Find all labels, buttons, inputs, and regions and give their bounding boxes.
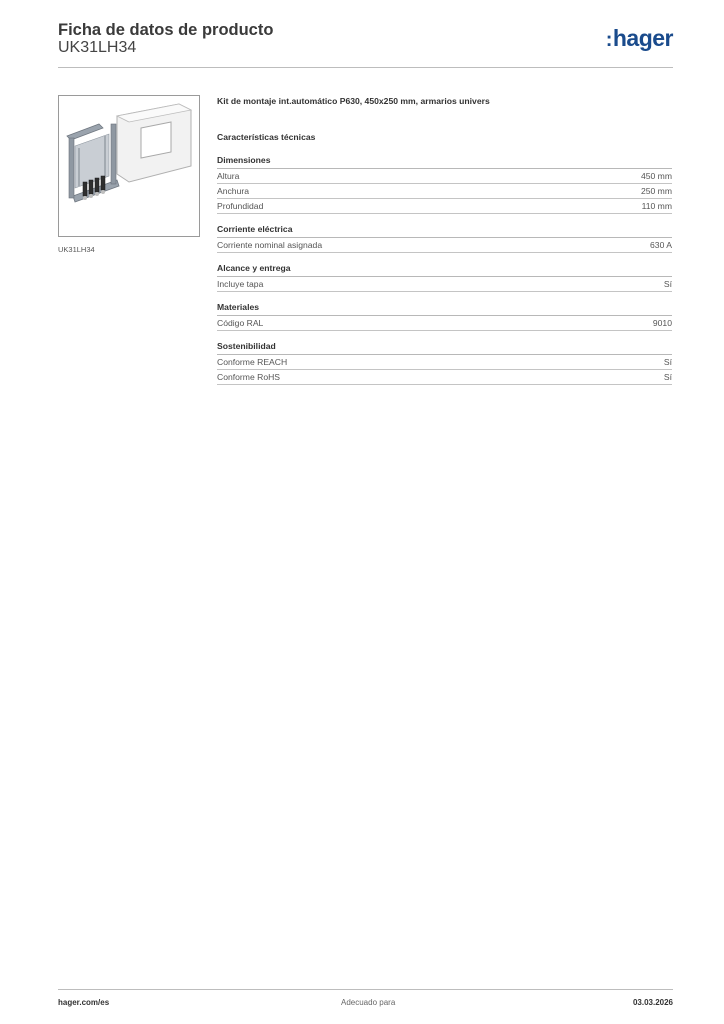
- spec-label: Corriente nominal asignada: [217, 240, 323, 250]
- spec-group-title: Dimensiones: [217, 155, 672, 169]
- footer-website-link[interactable]: hager.com/es: [58, 998, 110, 1007]
- spec-value: 110 mm: [641, 201, 672, 211]
- product-illustration: [59, 96, 199, 236]
- product-description: Kit de montaje int.automático P630, 450x250 mm, armarios univers: [217, 96, 490, 106]
- spec-value: Sí: [663, 279, 672, 289]
- spec-value: 250 mm: [640, 186, 672, 196]
- spec-group-title: Sostenibilidad: [217, 341, 672, 355]
- product-image: [58, 95, 200, 237]
- spec-group-title: Alcance y entrega: [217, 263, 672, 277]
- spec-value: Sí: [663, 372, 672, 382]
- spec-group-dimensions: [217, 155, 672, 214]
- spec-group-sustainability: [217, 341, 672, 385]
- specs-heading: Características técnicas: [217, 132, 316, 142]
- spec-value: 450 mm: [640, 171, 672, 181]
- spec-row: [217, 169, 672, 184]
- page-title: Ficha de datos de producto: [58, 21, 274, 39]
- spec-label: Conforme REACH: [217, 357, 288, 367]
- spec-row: [217, 199, 672, 214]
- spec-group-materials: [217, 302, 672, 331]
- logo-text: hager: [612, 25, 673, 51]
- footer-divider: [58, 989, 673, 990]
- spec-value: 630 A: [650, 240, 672, 250]
- spec-row: [217, 277, 672, 292]
- header-divider: [58, 67, 673, 68]
- spec-label: Altura: [217, 171, 240, 181]
- spec-value: 9010: [652, 318, 672, 328]
- spec-label: Conforme RoHS: [217, 372, 281, 382]
- spec-label: Código RAL: [217, 318, 264, 328]
- product-code: UK31LH34: [58, 39, 137, 56]
- spec-value: Sí: [663, 357, 672, 367]
- footer-suitable-for: Adecuado para: [341, 998, 396, 1007]
- spec-group-electrical: [217, 224, 672, 253]
- spec-row: [217, 316, 672, 331]
- spec-group-title: Materiales: [217, 302, 672, 316]
- spec-label: Anchura: [217, 186, 250, 196]
- spec-row: [217, 238, 672, 253]
- spec-group-scope: [217, 263, 672, 292]
- spec-label: Incluye tapa: [217, 279, 264, 289]
- spec-group-title: Corriente eléctrica: [217, 224, 672, 238]
- spec-label: Profundidad: [217, 201, 264, 211]
- spec-row: [217, 355, 672, 370]
- spec-row: [217, 184, 672, 199]
- image-caption: UK31LH34: [58, 245, 95, 254]
- footer-date: 03.03.2026: [632, 998, 673, 1007]
- content-column: [217, 96, 672, 395]
- spec-row: [217, 370, 672, 385]
- hager-logo: [606, 27, 673, 50]
- logo-dots-icon: :: [605, 29, 612, 51]
